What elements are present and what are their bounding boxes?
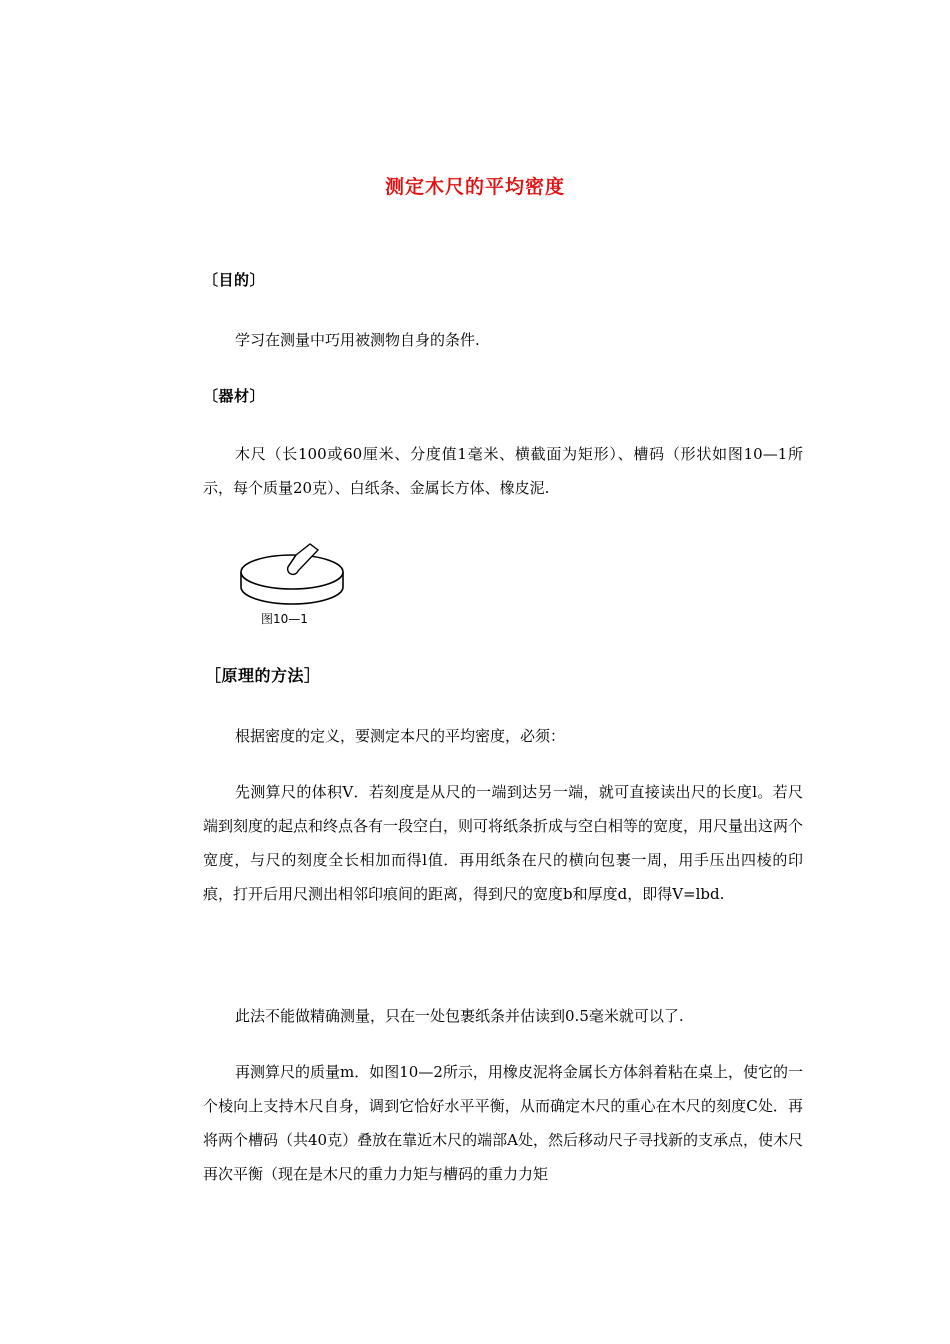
section-heading-principle: ［原理的方法］ — [205, 666, 321, 685]
paragraph-mass: 再测算尺的质量m．如图10—2所示，用橡皮泥将金属长方体斜着粘在桌上，使它的一个棱向上支持木尺自身，调到它恰好水平平衡，从而确定木尺的重心在木尺的刻度C处．再将两个槽码（共40克）叠放在靠近木尺的端部A处，然后移动尺子寻找新的支承点，使木尺再次平衡（现在是木尺的重力力矩与槽码的重力力矩 — [203, 1063, 803, 1183]
section-heading-purpose: 〔目的〕 — [203, 271, 266, 289]
section-heading-equipment: 〔器材〕 — [203, 387, 266, 405]
paragraph-principle-intro: 根据密度的定义，要测定本尺的平均密度，必须： — [235, 727, 566, 745]
paragraph-purpose: 学习在测量中巧用被测物自身的条件. — [235, 331, 480, 349]
paragraph-precision: 此法不能做精确测量，只在一处包裹纸条并估读到0.5毫米就可以了. — [235, 1007, 684, 1025]
paragraph-volume: 先测算尺的体积V．若刻度是从尺的一端到达另一端，就可直接读出尺的长度l。若尺端到刻度的起点和终点各有一段空白，则可将纸条折成与空白相等的宽度，用尺量出这两个宽度，与尺的刻度全长相加而得l值．再用纸条在尺的横向包裹一周，用手压出四棱的印痕，打开后用尺测出相邻印痕间的距离，得到尺的宽度b和厚度d，即得V=lbd. — [203, 783, 804, 903]
figure-caption: 图10—1 — [261, 612, 308, 626]
document-title: 测定木尺的平均密度 — [384, 176, 565, 198]
paragraph-equipment: 木尺（长100或60厘米、分度值1毫米、横截面为矩形）、槽码（形状如图10—1所示，每个质量20克）、白纸条、金属长方体、橡皮泥. — [203, 445, 803, 497]
